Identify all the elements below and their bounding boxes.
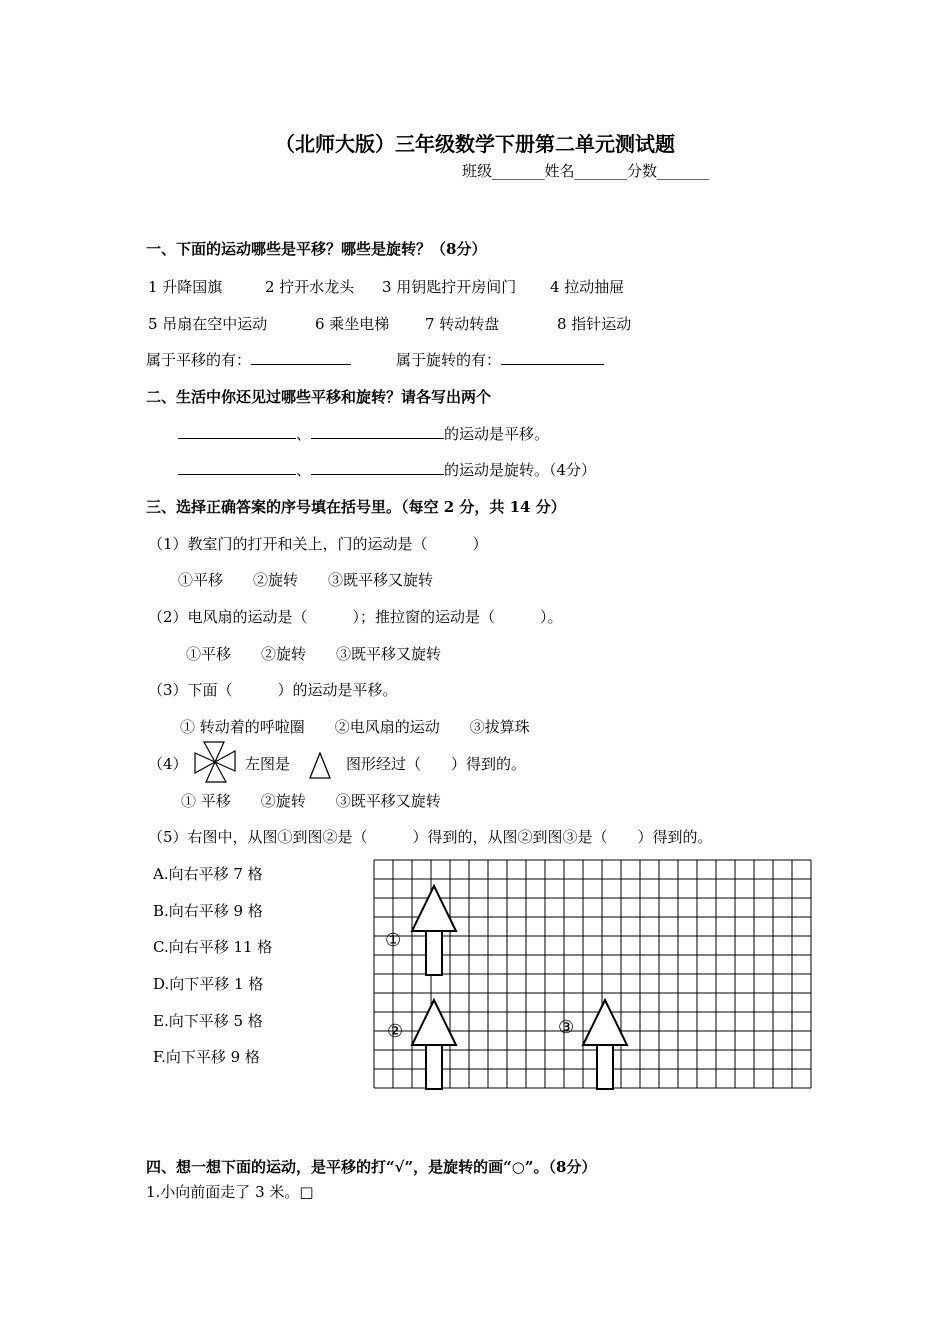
q2-line2-suffix: 的运动是旋转。（4分） xyxy=(444,461,597,479)
q2-rotate-line xyxy=(178,459,596,480)
option-item: F.向下平移 9 格 xyxy=(153,1048,260,1066)
arrow-2 xyxy=(412,1000,456,1089)
q1-item: 7 转动转盘 xyxy=(425,315,500,333)
translate-answer-blank[interactable] xyxy=(251,350,351,365)
q3-sub-1-options: ①平移 ②旋转 ③既平移又旋转 xyxy=(178,571,434,589)
arrow-3 xyxy=(583,1000,627,1089)
answer-blank[interactable] xyxy=(311,424,444,439)
figure-label-3: ③ xyxy=(558,1017,575,1038)
section-1-title: 一、下面的运动哪些是平移？哪些是旋转？（8分） xyxy=(146,240,487,258)
q1-item: 2 拧开水龙头 xyxy=(265,278,355,296)
rotate-answer-row xyxy=(396,349,604,370)
q1-item: 6 乘坐电梯 xyxy=(315,315,390,333)
q3-sub-4-mid: 左图是 xyxy=(245,755,291,773)
option-item: D.向下平移 1 格 xyxy=(153,975,264,993)
q3-sub-4-end: 图形经过（ ）得到的。 xyxy=(346,755,527,773)
section-2-title: 二、生活中你还见过哪些平移和旋转？请各写出两个 xyxy=(146,388,492,406)
option-item: B.向右平移 9 格 xyxy=(153,902,263,920)
q2-translate-line xyxy=(178,423,549,444)
page-title: （北师大版）三年级数学下册第二单元测试题 xyxy=(275,132,675,156)
triangle-figure xyxy=(309,752,331,780)
q3-sub-4-number: （4） xyxy=(148,755,188,773)
q1-item: 3 用钥匙拧开房间门 xyxy=(382,278,517,296)
translate-answer-row xyxy=(146,349,351,370)
q3-sub-2-options: ①平移 ②旋转 ③既平移又旋转 xyxy=(186,645,442,663)
section-4-title: 四、想一想下面的运动，是平移的打“√”，是旋转的画“○”。（8分） xyxy=(146,1158,597,1176)
q2-line1-suffix: 的运动是平移。 xyxy=(444,425,550,443)
q3-sub-4-options: ① 平移 ②旋转 ③既平移又旋转 xyxy=(181,792,441,810)
q1-item: 4 拉动抽屉 xyxy=(550,278,625,296)
option-item: A.向右平移 7 格 xyxy=(153,865,263,883)
student-info-line: 班级_______姓名_______分数_______ xyxy=(462,162,710,180)
answer-blank[interactable] xyxy=(178,424,296,439)
figure-label-1: ① xyxy=(385,930,402,951)
q1-item: 8 指针运动 xyxy=(557,315,632,333)
rotate-label: 属于旋转的有： xyxy=(396,351,502,369)
option-item: E.向下平移 5 格 xyxy=(153,1012,263,1030)
q3-sub-5: （5）右图中，从图①到图②是（ ）得到的，从图②到图③是（ ）得到的。 xyxy=(148,828,713,846)
answer-blank[interactable] xyxy=(311,460,444,475)
figure-label-2: ② xyxy=(387,1021,404,1042)
arrow-1 xyxy=(412,886,456,975)
q1-item: 5 吊扇在空中运动 xyxy=(148,315,268,333)
rotate-answer-blank[interactable] xyxy=(501,350,604,365)
q3-sub-3: （3）下面（ ）的运动是平移。 xyxy=(148,681,398,699)
translation-grid-figure xyxy=(373,859,821,1092)
answer-blank[interactable] xyxy=(178,460,296,475)
q3-sub-1: （1）教室门的打开和关上，门的运动是（ ） xyxy=(148,535,488,553)
translate-label: 属于平移的有： xyxy=(146,351,252,369)
separator: 、 xyxy=(296,461,312,479)
q4-item-1: 1.小向前面走了 3 米。□ xyxy=(146,1183,314,1201)
option-item: C.向右平移 11 格 xyxy=(153,938,273,956)
separator: 、 xyxy=(296,425,312,443)
pinwheel-figure xyxy=(194,741,236,783)
q3-sub-2: （2）电风扇的运动是（ ）；推拉窗的运动是（ ）。 xyxy=(148,608,563,626)
q1-item: 1 升降国旗 xyxy=(148,278,223,296)
section-3-title: 三、选择正确答案的序号填在括号里。（每空 2 分，共 14 分） xyxy=(146,498,566,516)
q3-sub-3-options: ① 转动着的呼啦圈 ②电风扇的运动 ③拔算珠 xyxy=(180,718,530,736)
